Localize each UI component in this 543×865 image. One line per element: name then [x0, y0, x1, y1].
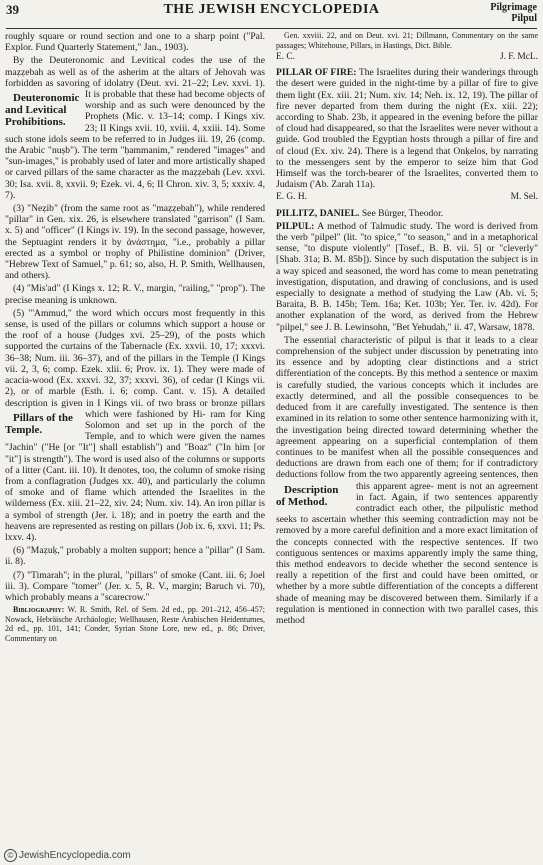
paragraph-text: worship and as such were denounced by the Prophets (Mic. v. 13–14; comp. I Kings xiv. 23; II Kings xvii. 10, xviii. 4, xxiii. 14). Some such stone idols seem to be referred to in Judges iii. 19, 26 (comp. the Arabic "nuṣb"). The term "ḥammanim," rendered "images" and "sun-images," is probably used of later and more artistically shaped or carved pillars of the same character as the maẓẓebah (Lev. xxvi. 30; Isa. xvii. 8, xxvii. 9; Ezek. vi. 4, 6; II Chron. xiv. 3, 5; xxxiv. 4, 7).: [5, 100, 265, 201]
paragraph: roughly square or round section and one to a sharp point ("Pal. Explor. Fund Quarterly Statement," Jan., 1903).: [5, 31, 265, 54]
signature-line: [276, 52, 538, 63]
paragraph: [5, 308, 265, 543]
paragraph: [276, 335, 538, 626]
article-text: The Israelites during their wanderings through the desert were guided in the night-time by a pillar of fire to give them light (Ex. xiii. 21; Num. xiv. 14; Neh. ix. 12, 19). The pillar of fire never departed from them during the night (Ex. xiii. 22); according to Shab. 23b, it appeared in the evening before the pillar of cloud had disappeared, so that the Israelites were never without a guide. God troubled the Egyptian hosts through a pillar of fire and of cloud (Ex. xiv. 24). There is a legend that Onḳelos, by narrating to the messengers sent by the emperor to seize him that God Himself was the torch-bearer of the Israelites, converted them to Judaism ('Ab. Zarah 11a).: [276, 67, 538, 191]
right-column: [276, 31, 538, 843]
bibliography: [5, 605, 265, 643]
article-pillar-of-fire: [276, 67, 538, 190]
running-head-last: Pilpul: [511, 13, 537, 24]
site-footer: [4, 849, 131, 862]
article-pilpul: [276, 221, 538, 333]
bibliography-text: W. R. Smith, Rel. of Sem. 2d ed., pp. 201–212, 456–457; Nowack, Hebräische Archäologie; Wellhausen, Reste Arabischen Heidentumes, 2d ed., pp. 101, 141; Conder, Syrian Stone Lore, new ed., p. 86; Driver, Commentary on: [5, 605, 265, 643]
copyright-icon: ©: [4, 849, 17, 862]
left-column: [5, 31, 265, 843]
bibliography-label: Bibliography:: [13, 605, 65, 615]
side-heading-method: Description of Method.: [276, 483, 339, 508]
headword: PILLAR OF FIRE:: [276, 67, 357, 79]
page-title: THE JEWISH ENCYCLOPEDIA: [163, 2, 380, 17]
paragraph: [5, 55, 265, 201]
side-heading-temple-pillars: Pillars of the Temple.: [5, 411, 73, 436]
headword: PILPUL:: [276, 220, 315, 232]
paragraph-text: By the Deuteronomic and Levitical codes the use of the maẓẓebah as well as of the asherim at the altars of Jehovah was forbidden as savoring of idolatry (Deut. xvi. 21–22; Lev. xxvi. 1). It is probable that these had become objects of: [5, 55, 265, 101]
paragraph: (6) "Maẓuḳ," probably a molten support; hence a "pillar" (I Sam. ii. 8).: [5, 545, 265, 568]
paragraph: (3) "Neẓib" (from the same root as "maẓẓebah"), while rendered "pillar" in Gen. xix. 26, is elsewhere translated "garrison" (I Sam. x. 5) and "officer" (I Kings iv. 19). In the second passage, however, the Septuagint renders it by ἀνάστημα, "i.e., probably a pillar erected as a symbol or trophy of Philistine dominion" (Driver, "Hebrew Text of Samuel," p. 61; so, also, H. P. Smith, Wellhausen, and others).: [5, 203, 265, 282]
running-head: [490, 2, 537, 24]
headword: PILLITZ, DANIEL.: [276, 207, 360, 219]
running-head-first: Pilgrimage: [490, 2, 537, 13]
paragraph-text: ram for King Solomon and set up in the porch of the Temple, and to which were given the names "Jachin" ("He [or "It"] shall establish") and "Boaz" ("In him [or "it"] is strength"). The word is used also of the columns or supports of a litter (Cant. iii. 10). It denotes, too, the column of smoke rising from a conflagration (Judges xx. 40), and particularly the column of smoke and of flame which attended the Israelites in the wilderness (Ex. xiii. 21–22, xiv. 24; Num. xiv. 14). An iron pillar is a symbol of strength (Jer. i. 18); and in poetry the earth and the heavens are represented as resting on pillars (Job ix. 6, xxvi. 11; Ps. lxxv. 4).: [5, 408, 265, 543]
page-header: [6, 2, 537, 29]
side-heading-deuteronomic: Deuteronomic and Levitical Prohibitions.: [5, 92, 80, 129]
signature-author: M. Sel.: [510, 192, 538, 203]
article-pillitz: [276, 208, 538, 219]
signature-author: J. F. McL.: [499, 52, 538, 62]
paragraph-text: (5) "'Ammud," the word which occurs most frequently in this sense, is used of the pillars or columns which support a house or the roof of a house (Judges xvi. 25–29), of the posts which supported the curtains of the Tabernacle (Ex. xxvii. 10, 17; xxxvi. 36–38; Num. iii. 36–37), and of the pillars in the Temple (I Kings vii. 2, 3, 6; comp. Ezek. xlii. 6; Prov. ix. 1). They were made of acacia-wood (Ex. xxxvi. 32, 37; xxxvi. 36), of cedar (I Kings vii. 2), or of marble (Esth. i. 6; comp. Cant. v. 15). A detailed description is given in I Kings vii. of two brass or bronze pillars which were fashioned by Hi-: [5, 307, 265, 420]
signature-line: [276, 192, 538, 203]
site-link[interactable]: JewishEncyclopedia.com: [19, 850, 131, 862]
paragraph: (7) "Timarah"; in the plural, "pillars" of smoke (Cant. iii. 6; Joel iii. 3). Compare "tomer" (Jer. x. 5, R. V., margin; Baruch vi. 70), which probably means a "scarecrow.": [5, 569, 265, 603]
article-text: A method of Talmudic study. The word is derived from the verb "pilpel" (lit. "to spice," "to season," and in a metaphorical sense, "to dispute violently" [Tosef., B. B. vii. 5] or "cleverly" [Shab. 31a; B. M. 85b]). Since by such disputation the subject is in a way spiced and seasoned, the word has come to mean penetrating investigation, disputation, and drawing of conclusions, and is used especially to designate a method of studying the Law (Ab. vi. 5; Baraita, B. B. 145b; Tem. 16a; Ket. 103b; Yer. Ter. iv. 42d). For another explanation of the word, as derived from the Hebrew "pilpel," see J. B. Lewinsohn, "Bet Yehudah," ii. 47, Warsaw, 1878.: [276, 220, 538, 333]
page-number: 39: [6, 2, 19, 17]
bibliography-continued: Gen. xxviii. 22, and on Deut. xvi. 21; Dillmann, Commentary on the same passages; Whitehouse, Pillars, in Hastings, Dict. Bible.: [276, 31, 538, 50]
paragraph-text: ment is not an agreement in fact. Again, if two sentences apparently contradict each other, the pilpulistic method seeks to ascertain whether this seeming contradiction may not be removed by a more careful definition and a more exact limitation of the concepts connected with the respective sentences. If two contiguous sentences or maxims apparently imply the same thing, this method endeavors to decide whether the second sentence is really a repetition of the first and could have been omitted, or whether by a more subtle differentiation of the concepts a different shade of meaning may be discovered between them. Similarly if a regulation is mentioned in connection with two parallel cases, this method: [276, 480, 538, 626]
paragraph: (4) "Mis'ad" (I Kings x. 12; R. V., margin, "railing," "prop"). The precise meaning is unknown.: [5, 283, 265, 306]
cross-reference: See Bürger, Theodor.: [361, 207, 444, 219]
signature-initials: E. C.: [276, 52, 296, 62]
signature-initials: E. G. H.: [276, 192, 307, 203]
paragraph-text: The essential characteristic of pilpul is that it leads to a clear comprehension of the subject under discussion by penetrating into its essence and by adopting clear distinctions and a strict differentiation of the concepts. By this method a sentence or maxim is carefully studied, the various concepts which it includes are exactly determined, and all the possible consequences to be deduced from it are carefully investigated. The sentence is then examined in its relation to some other sentence harmonizing with it, the investigation being directed toward determining whether the agreement appearing on a superficial contemplation of them continues to be manifest when all the possible consequences and deductions are drawn from each one of them; for if contradictory deductions follow from the two apparently agreeing sentences, then this apparent agree-: [276, 334, 538, 492]
